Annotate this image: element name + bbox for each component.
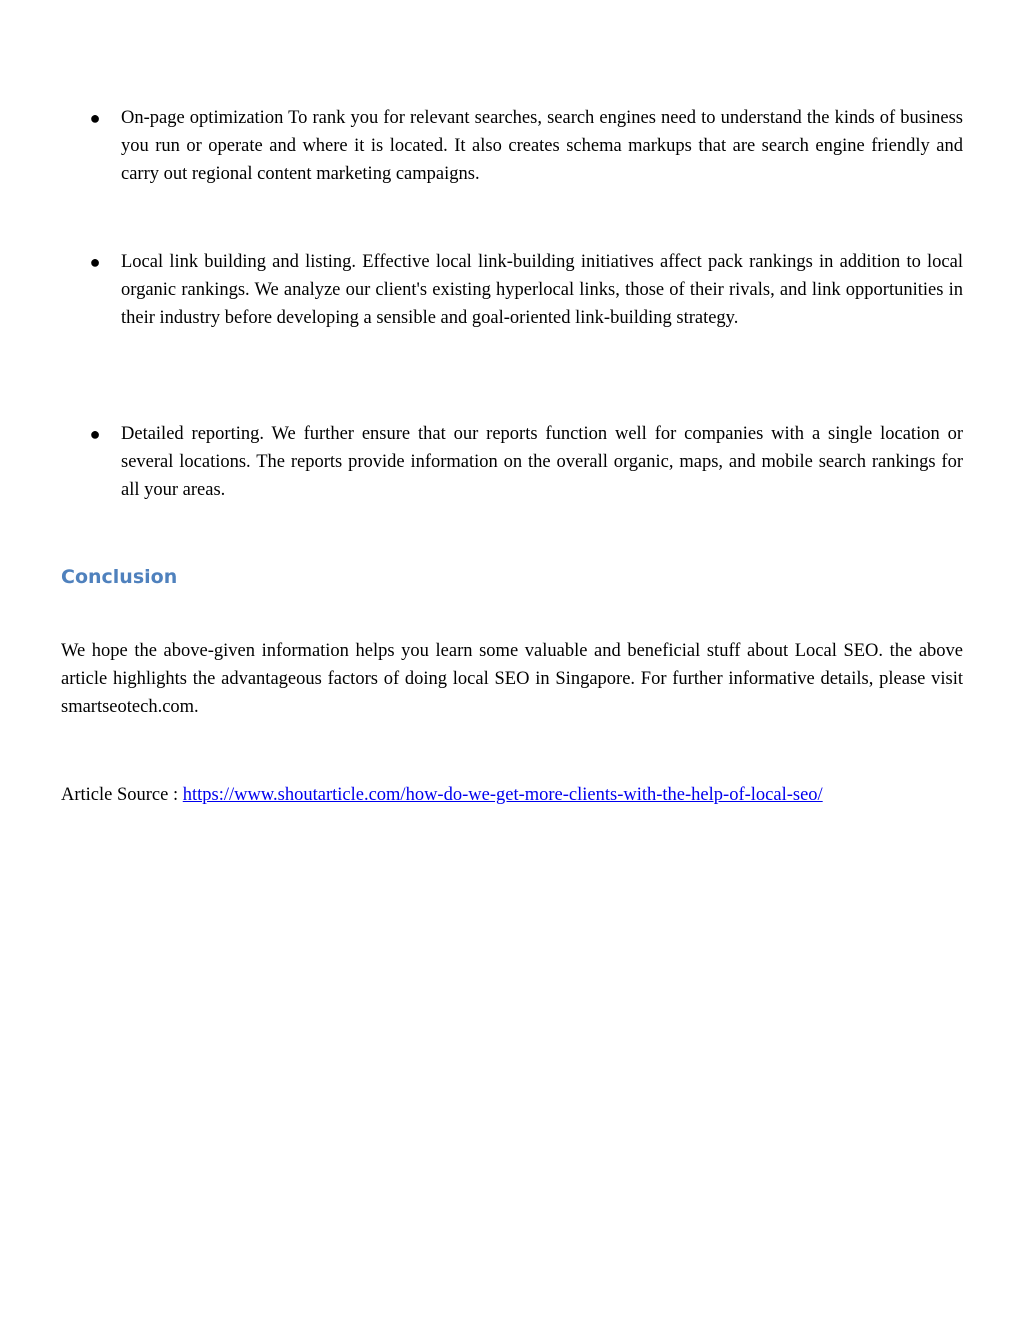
bullet-text: On-page optimization To rank you for relevant searches, search engines need to understand the kinds of business you run or operate and where it is located. It also creates schema markups that are search engine friendly and carry out regional content marketing campaigns.	[121, 108, 963, 184]
article-source-link[interactable]: https://www.shoutarticle.com/how-do-we-get-more-clients-with-the-help-of-local-seo/	[182, 785, 823, 805]
bullet-marker: ●	[89, 108, 101, 128]
bullet-text: Local link building and listing. Effective local link-building initiatives affect pack rankings in addition to local organic rankings. We analyze our client's existing hyperlocal links, those of their rivals, and link opportunities in their industry before developing a sensible and goal-oriented link-building strategy.	[121, 252, 963, 328]
conclusion-heading: Conclusion	[61, 566, 178, 588]
bullet-text: Detailed reporting. We further ensure that our reports function well for companies with a single location or several locations. The reports provide information on the overall organic, maps, and mobile search rankings for all your areas.	[121, 424, 963, 500]
article-source	[61, 781, 963, 809]
article-source-label: Article Source :	[61, 785, 183, 805]
bullet-marker: ●	[89, 252, 101, 272]
bullet-marker: ●	[89, 424, 101, 444]
conclusion-paragraph: We hope the above-given information helps you learn some valuable and beneficial stuff about Local SEO. the above article highlights the advantageous factors of doing local SEO in Singapore. For further informative details, please visit smartseotech.com.	[61, 641, 963, 717]
